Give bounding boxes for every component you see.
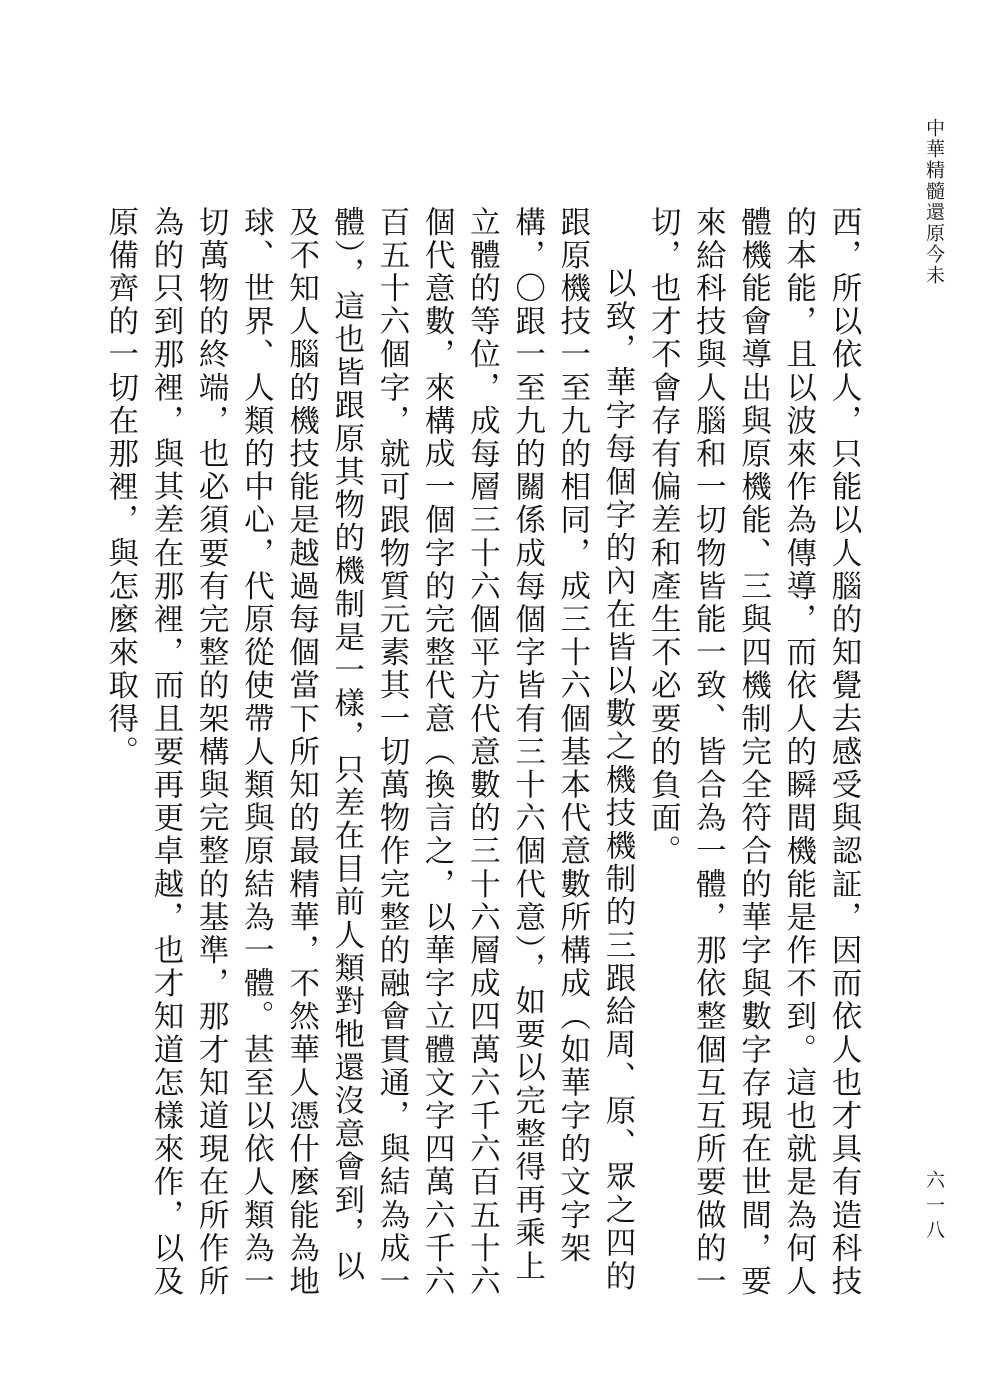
paragraph: 以致，華字每個字的內在皆以數之機技機制的三跟給周、原、眾之四的跟原機技一至九的相同，成三十六個基本代意數所構成（如華字的文字架構，〇跟一至九的關係成每個字皆有三十六個代意），如要以完整得再乘上立體的等位，成每層三十六個平方代意數的三十六層成四萬六千六百五十六個代意數，來構成一個字的完整代意（換言之，以華字立體文字四萬六千六百五十六個字，就可跟物質元素其一切萬物作完整的融會貫通，與結為成一體），這也皆跟原其物的機制是一樣，只差在目前人類對牠還沒意會到，以及不知人腦的機技能是越過每個當下所知的最精華，不然華人憑什麼能為地球、世界、人類的中心，代原從使帶人類與原結為一體。甚至以依人類為一切萬物的終端，也必須要有完整的架構與完整的基準，那才知道現在所作所為的只到那裡，與其差在那裡，而且要再更卓越，也才知道怎樣來作，以及原備齊的一切在那裡，與怎麼來取得。 — [102, 206, 635, 1299]
body-text — [102, 206, 866, 1316]
paragraph: 西，所以依人，只能以人腦的知覺去感受與認証，因而依人也才具有造科技的本能，且以波來作為傳導，而依人的瞬間機能是作不到。這也就是為何人體機能會導出與原機能、三與四機制完全符合的華字與數字存現在世間，要來給科技與人腦和一切物皆能一致、皆合為一體，那依整個互互所要做的一切，也才不會存有偏差和產生不必要的負面。 — [645, 206, 861, 1299]
page-number: 六一八 — [923, 1170, 945, 1245]
book-title: 中華精髓還原今未 — [923, 118, 945, 286]
